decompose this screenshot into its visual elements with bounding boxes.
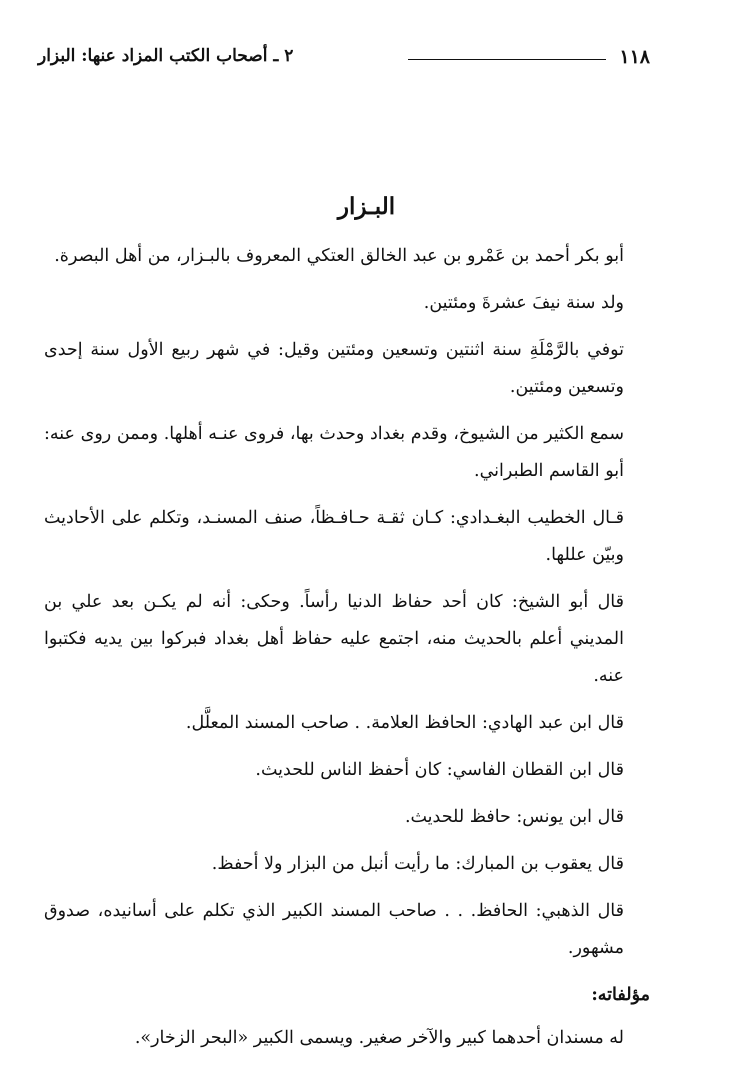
paragraph: قال الذهبي: الحافظ. . . صاحب المسند الكبير الذي تكلم على أسانيده، صدوق مشهور. — [44, 901, 624, 958]
paragraph: قال يعقوب بن المبارك: ما رأيت أنبل من البزار ولا أحفظ. — [211, 854, 624, 874]
paragraph: أبو بكر أحمد بن عَمْرو بن عبد الخالق العتكي المعروف بالبـزار، من أهل البصرة. — [54, 246, 624, 266]
running-header — [38, 46, 650, 76]
paragraph: ولد سنة نيفَ عشرةَ ومئتين. — [423, 293, 624, 313]
chapter-title: البـزار — [337, 193, 396, 220]
paragraph: له مسندان أحدهما كبير والآخر صغير. ويسمى الكبير «البحر الزخار». — [134, 1028, 624, 1048]
body-text — [44, 238, 650, 1067]
paragraph: قال ابن عبد الهادي: الحافظ العلامة. . صاحب المسند المعلَّل. — [185, 713, 624, 733]
paragraph: توفي بالرَّمْلَةِ سنة اثنتين وتسعين ومئتين وقيل: في شهر ربيع الأول سنة إحدى وتسعين ومئتين. — [44, 340, 624, 397]
running-title: ٢ ـ أصحاب الكتب المزاد عنها: البزار — [38, 46, 294, 66]
section-heading: مؤلفاته: — [591, 985, 650, 1005]
paragraph: قال ابن القطان الفاسي: كان أحفظ الناس للحديث. — [255, 760, 624, 780]
paragraph: قـال الخطيب البغـدادي: كـان ثقـة حـافـظاً، صنف المسنـد، وتكلم على الأحاديث وبيّن عللها. — [44, 508, 624, 565]
paragraph: قال أبو الشيخ: كان أحد حفاظ الدنيا رأساً. وحكى: أنه لم يكـن بعد علي بن المديني أعلم بالحديث منه، اجتمع عليه حفاظ أهل بغداد فبركوا بين يديه فكتبوا عنه. — [44, 592, 624, 686]
paragraph: سمع الكثير من الشيوخ، وقدم بغداد وحدث بها، فروى عنـه أهلها. وممن روى عنه: أبو القاسم الطبراني. — [44, 424, 624, 481]
header-rule — [408, 59, 606, 60]
paragraph: قال ابن يونس: حافظ للحديث. — [404, 807, 624, 827]
page-number: ١١٨ — [619, 46, 650, 68]
